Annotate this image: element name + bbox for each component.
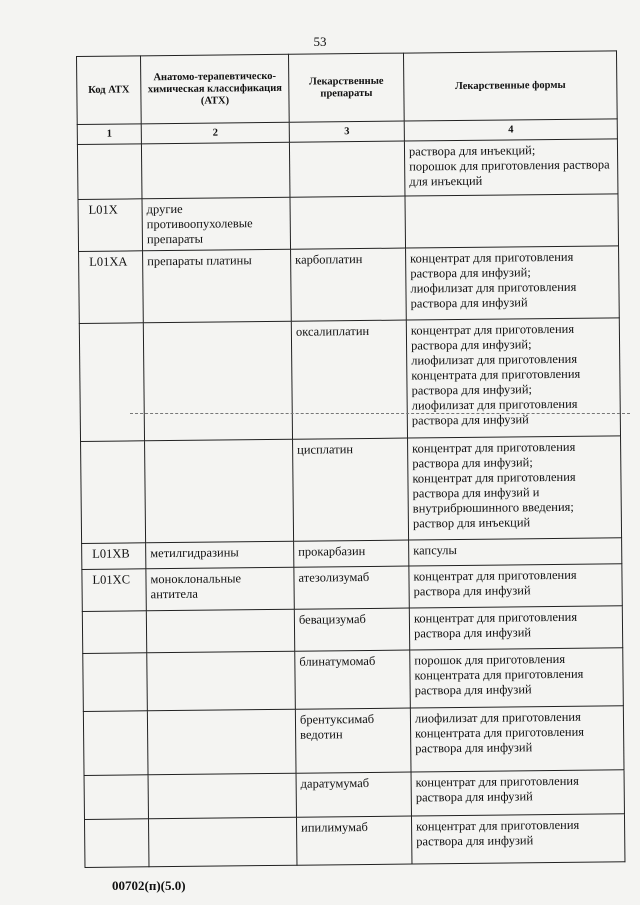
table-row [79,318,620,442]
row-drug: цисплатин [293,438,409,541]
row-atc-code [83,653,148,712]
row-drug [289,141,405,197]
row-dosage-forms [405,194,619,248]
row-classification [147,709,296,775]
header-atc-code: Код АТХ [77,56,142,125]
row-dosage-forms: концентрат для приготовления раствора для инфузий [411,814,624,864]
row-dosage-forms: концентрат для приготовления раствора для инфузий; концентрат для приготовления раствора для инфузий и внутрибрюшинного введения; раствор для инъекций [408,436,622,540]
table-row [83,648,624,712]
column-number: 4 [404,119,617,141]
row-dosage-forms: концентрат для приготовления раствора для инфузий [411,770,624,816]
row-drug: даратумумаб [296,772,411,817]
column-number: 2 [141,122,289,144]
column-number: 3 [289,121,404,142]
table-row [78,194,619,252]
row-classification [146,609,294,653]
footer-document-code: 00702(п)(5.0) [112,878,186,893]
row-classification [148,817,296,867]
header-atc-classification: Анатомо-терапевтическо-химическая классификация (АТХ) [141,54,290,124]
row-drug: блинатумомаб [295,650,411,709]
row-classification: другие противоопухолевые препараты [142,197,291,251]
table-row [83,706,624,776]
row-atc-code: L01X [78,199,143,252]
row-atc-code: L01XA [79,251,144,324]
atc-table [76,50,625,868]
row-atc-code: L01XC [82,569,146,612]
row-drug: атезолизумаб [294,566,409,609]
row-dosage-forms: концентрат для приготовления раствора для инфузий; лиофилизат для приготовления раствора для инфузий [406,246,620,320]
header-dosage-forms: Лекарственные формы [403,51,617,121]
row-classification: препараты платины [143,249,292,323]
row-atc-code [84,819,148,868]
row-dosage-forms: порошок для приготовления концентрата для приготовления раствора для инфузий [410,648,624,708]
table-row [81,436,622,544]
page-number: 53 [313,34,327,49]
row-drug: бевацизумаб [294,608,409,651]
row-atc-code [77,144,142,200]
row-dosage-forms: концентрат для приготовления раствора для инфузий; лиофилизат для приготовления концентрата для приготовления раствора для инфузий; лиофилизат для приготовления раствора для инфузий [406,318,620,438]
row-atc-code [82,611,146,654]
row-drug: брентуксимаб ведотин [295,708,411,773]
row-classification [141,142,290,199]
scan-dashed-line [130,413,630,414]
row-atc-code [81,441,146,544]
table-row [79,246,620,324]
row-classification [147,651,296,711]
row-classification: метилгидразины [146,541,294,569]
row-dosage-forms: лиофилизат для приготовления концентрата для приготовления раствора для инфузий [410,706,624,772]
table-row [84,814,624,868]
row-classification [145,439,294,543]
row-classification [143,321,292,441]
column-number: 1 [77,124,141,145]
table-row [82,564,622,612]
row-dosage-forms: концентрат для приготовления раствора для инфузий [409,606,622,650]
row-atc-code [83,711,148,776]
row-atc-code: L01XB [82,543,146,570]
row-dosage-forms: капсулы [409,538,622,566]
row-drug: прокарбазин [294,540,409,567]
row-dosage-forms: концентрат для приготовления раствора для инфузий [409,564,622,608]
row-classification [148,773,296,819]
table-header-row [77,51,618,125]
row-drug: ипилимумаб [296,816,411,865]
row-classification: моноклональные антитела [146,567,294,611]
table-row [84,770,624,820]
row-drug: карбоплатин [291,248,407,321]
row-dosage-forms: раствора для инъекций; порошок для приготовления раствора для инъекций [404,139,618,196]
header-drugs: Лекарственные препараты [288,53,404,122]
row-drug: оксалиплатин [291,320,407,439]
row-atc-code [84,775,148,820]
row-atc-code [79,323,144,442]
row-drug [290,196,406,249]
table-row [82,606,622,654]
table-row [77,139,618,200]
